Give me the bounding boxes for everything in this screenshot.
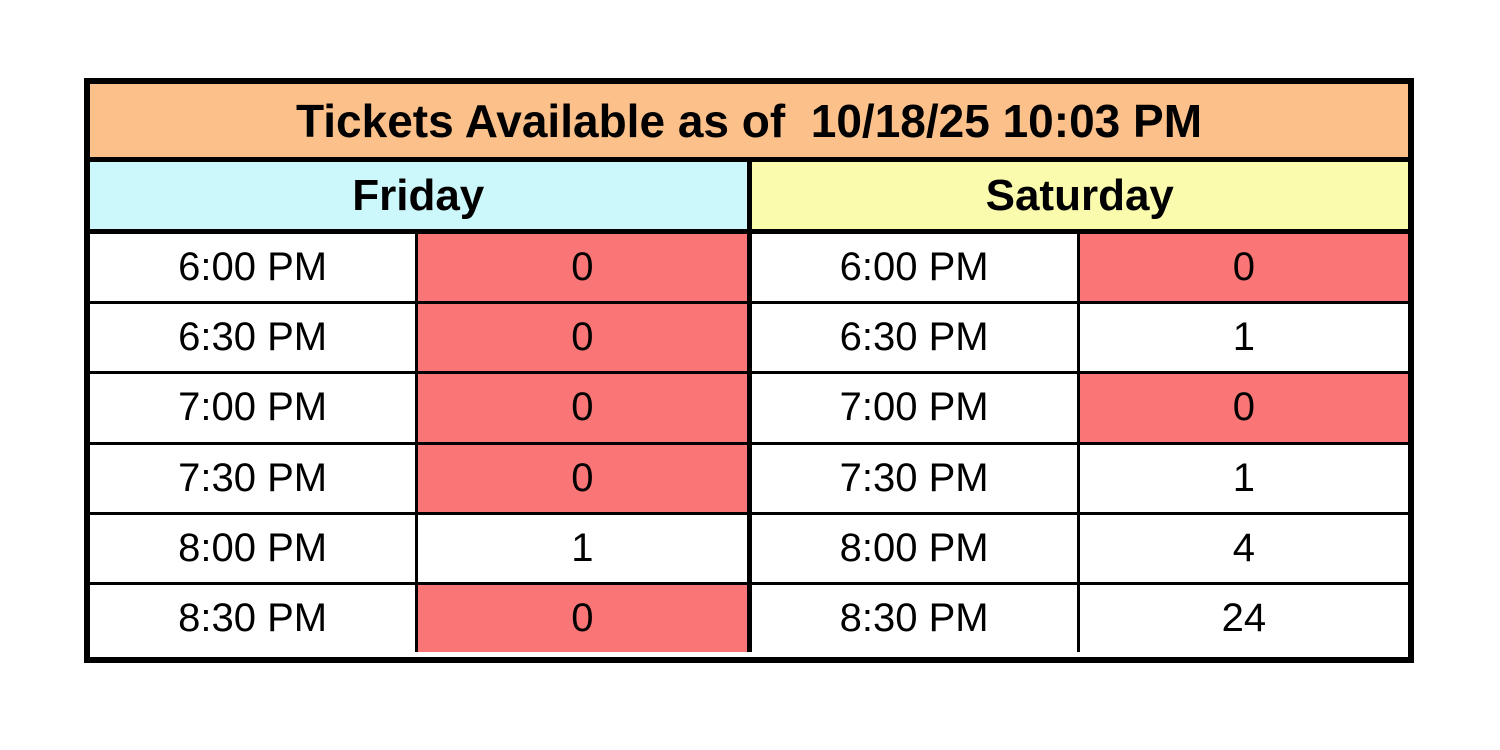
slot-count: 0 (418, 585, 746, 652)
saturday-column (752, 234, 1409, 652)
page-title: Tickets Available as of 10/18/25 10:03 PM (295, 94, 1203, 147)
slot-time: 6:30 PM (752, 304, 1080, 371)
table-row (752, 234, 1409, 304)
slot-time: 8:30 PM (752, 585, 1080, 652)
slot-count: 4 (1080, 515, 1408, 582)
table-row (90, 304, 747, 374)
slot-count: 24 (1080, 585, 1408, 652)
day-header-row (90, 162, 1408, 234)
slot-count: 0 (418, 445, 746, 512)
tickets-availability-board (84, 78, 1414, 663)
slot-time: 8:00 PM (752, 515, 1080, 582)
table-row (90, 234, 747, 304)
slot-time: 6:00 PM (90, 234, 418, 301)
day-header-saturday-label: Saturday (985, 170, 1174, 220)
slot-time: 7:30 PM (752, 445, 1080, 512)
table-row (752, 585, 1409, 652)
slot-time: 6:30 PM (90, 304, 418, 371)
slot-time: 8:00 PM (90, 515, 418, 582)
slot-time: 6:00 PM (752, 234, 1080, 301)
table-row (752, 304, 1409, 374)
table-row (752, 445, 1409, 515)
slot-time: 7:00 PM (90, 374, 418, 441)
slot-count: 0 (1080, 374, 1408, 441)
slot-time: 8:30 PM (90, 585, 418, 652)
slot-time: 7:30 PM (90, 445, 418, 512)
slot-count: 0 (418, 234, 746, 301)
table-row (90, 374, 747, 444)
day-header-saturday (752, 162, 1409, 229)
table-row (752, 374, 1409, 444)
slot-count: 1 (418, 515, 746, 582)
slot-count: 0 (418, 304, 746, 371)
day-header-friday (90, 162, 752, 229)
slot-count: 1 (1080, 304, 1408, 371)
slot-count: 1 (1080, 445, 1408, 512)
board-title-row (90, 84, 1408, 162)
day-header-friday-label: Friday (352, 170, 485, 220)
slot-count: 0 (1080, 234, 1408, 301)
table-row (752, 515, 1409, 585)
friday-column (90, 234, 752, 652)
table-row (90, 585, 747, 652)
table-row (90, 445, 747, 515)
table-row (90, 515, 747, 585)
slot-time: 7:00 PM (752, 374, 1080, 441)
slots-grid (90, 234, 1408, 652)
slot-count: 0 (418, 374, 746, 441)
